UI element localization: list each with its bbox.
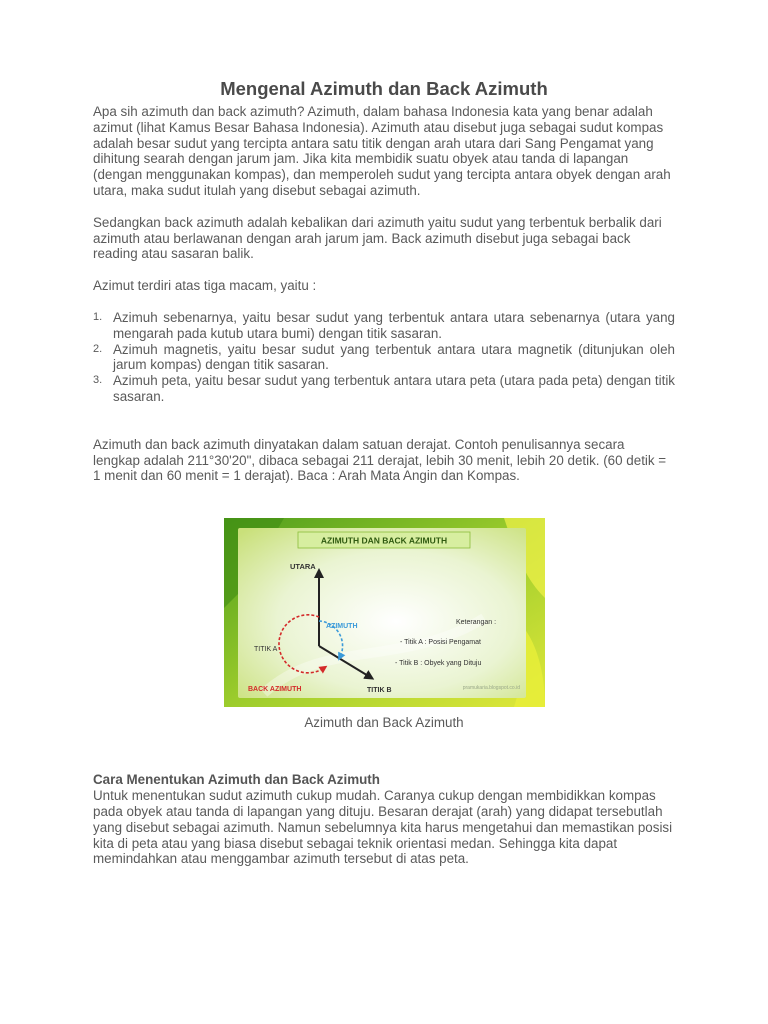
list-item-number: 2.: [93, 342, 103, 355]
list-item-number: 3.: [93, 374, 103, 387]
paragraph-method: Untuk menentukan sudut azimuth cukup mudah. Caranya cukup dengan membidikkan kompas pada obyek atau tanda di lapangan yang dituju. Besaran derajat (arah) yang didapat tersebutlah yang disebut sebagai azimuth. Namun sebelumnya kita harus mengetahui dan memastikan posisi kita di peta atau yang biasa disebut sebagai teknik orientasi medan. Sehingga kita dapat memindahkan atau menggambar azimuth tersebut di atas peta.: [93, 788, 673, 867]
list-item-text: Azimuh peta, yaitu besar sudut yang terbentuk antara utara peta (utara pada peta) dengan titik sasaran.: [113, 373, 675, 404]
diagram-banner: AZIMUTH DAN BACK AZIMUTH: [320, 535, 447, 546]
paragraph-intro: Apa sih azimuth dan back azimuth? Azimuth, dalam bahasa Indonesia kata yang benar adalah azimut (lihat Kamus Besar Bahasa Indonesia). Azimuth atau disebut juga sebagai sudut kompas adalah besar sudut yang tercipta antara satu titik dengan arah utara dari Sang Pengamat yang dihitung searah dengan jarum jam. Jika kita membidik suatu obyek atau tanda di lapangan (dengan menggunakan kompas), dan memperoleh sudut yang tercipta antara obyek dengan arah utara, maka sudut itulah yang disebut sebagai azimuth.: [93, 104, 671, 198]
azimuth-types-list: [93, 310, 675, 405]
legend-title: Keterangan :: [455, 619, 496, 627]
list-item: [93, 310, 675, 342]
section-heading: Cara Menentukan Azimuth dan Back Azimuth: [93, 772, 380, 788]
list-item-text: Azimuh sebenarnya, yaitu besar sudut yang terbentuk antara utara sebenarnya (utara yang mengarah pada kutub utara bumi) dengan titik sasaran.: [113, 309, 675, 341]
legend-item-a: - Titik A : Posisi Pengamat: [399, 639, 481, 647]
page-title: Mengenal Azimuth dan Back Azimuth: [220, 78, 548, 99]
list-item: [93, 373, 675, 405]
point-a-label: TITIK A: [253, 646, 277, 654]
azimuth-label: AZIMUTH: [325, 623, 357, 631]
diagram-watermark: pramukaria.blogspot.co.id: [462, 685, 520, 692]
azimuth-diagram: [224, 518, 545, 707]
figure: [93, 518, 675, 730]
list-item: [93, 342, 675, 374]
figure-caption: Azimuth dan Back Azimuth: [304, 715, 464, 731]
paragraph-back-azimuth: Sedangkan back azimuth adalah kebalikan dari azimuth yaitu sudut yang terbentuk berbalik dari azimuth atau berlawanan dengan arah jarum jam. Back azimuth disebut juga sebagai back reading atau sasaran balik.: [93, 214, 662, 262]
list-item-text: Azimuh magnetis, yaitu besar sudut yang terbentuk antara utara magnetik (ditunjukan oleh jarum kompas) dengan titik sasaran.: [113, 341, 675, 373]
point-b-label: TITIK B: [366, 687, 391, 695]
diagram-canvas: [238, 528, 526, 698]
back-azimuth-label: BACK AZIMUTH: [247, 686, 301, 694]
north-label: UTARA: [289, 562, 316, 572]
list-item-number: 1.: [93, 310, 103, 323]
article: [93, 78, 675, 867]
paragraph-units: Azimuth dan back azimuth dinyatakan dalam satuan derajat. Contoh penulisannya secara lengkap adalah 211°30'20", dibaca sebagai 211 derajat, lebih 30 menit, lebih 20 detik. (60 detik = 1 menit dan 60 menit = 1 derajat). Baca : Arah Mata Angin dan Kompas.: [93, 436, 667, 484]
legend-item-b: - Titik B : Obyek yang Dituju: [394, 660, 481, 668]
paragraph-types-intro: Azimut terdiri atas tiga macam, yaitu :: [93, 278, 317, 294]
